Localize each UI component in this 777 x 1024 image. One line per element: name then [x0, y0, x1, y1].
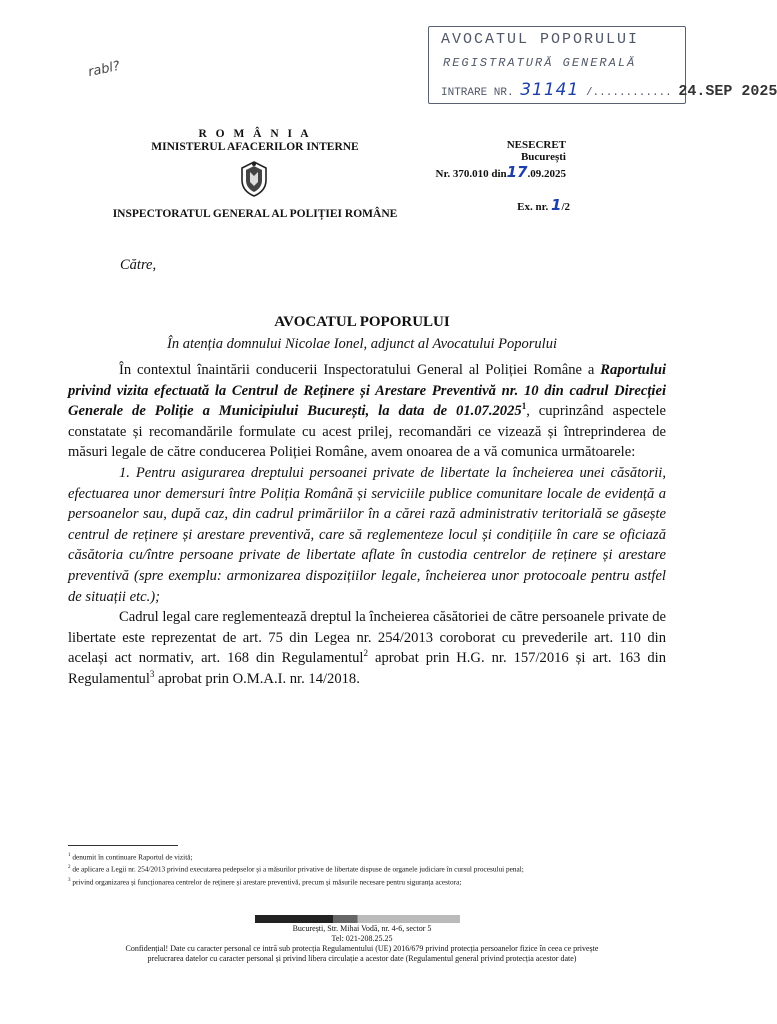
- footnote: [68, 850, 688, 862]
- footnote-text: denumit în continuare Raportul de vizită;: [70, 852, 193, 862]
- registration-number: [390, 163, 566, 181]
- intro-text: În contextul înaintării conducerii Inspectoratului General al Poliției Române a: [119, 362, 601, 378]
- stamp-dots: /............: [585, 87, 672, 99]
- footnote-ref: 2: [363, 648, 368, 659]
- stamp-entry-label: INTRARE NR.: [441, 87, 514, 99]
- coat-of-arms-icon: [236, 160, 272, 198]
- copy-total: /2: [561, 201, 570, 213]
- ministry-name: MINISTERUL AFACERILOR INTERNE: [151, 141, 359, 153]
- copy-prefix: Ex. nr.: [517, 201, 549, 213]
- footnotes: [68, 850, 688, 887]
- footnote-ref: 1: [521, 401, 527, 412]
- copy-num: 1: [551, 196, 562, 214]
- recipient-name: AVOCATUL POPORULUI: [274, 314, 450, 330]
- stamp-entry-number: 31141: [520, 80, 580, 100]
- footnote-text: privind organizarea și funcționarea centrelor de reținere și arestare preventivă, precum și măsurile necesare pentru siguranța acestora;: [70, 877, 462, 887]
- footer-bar: [255, 915, 460, 923]
- footer-confidential: Confidențial! Date cu caracter personal ce intră sub protecția Regulamentului (UE) 2016/679 privind protecția persoanelor fizice în ceea ce privește: [125, 944, 599, 953]
- legal-text: Cadrul legal care reglementează dreptul la încheierea căsătoriei de către persoanele private de libertate este reprezentat de art. 75 din Legea nr. 254/2013 coroborat cu prevederile art. 110 din același act normativ, art. 168 din Regulamentul: [68, 609, 666, 667]
- handwritten-note: rabl?: [86, 58, 122, 81]
- legal-text-cont: aprobat prin H.G. nr. 157/2016 și art. 163 din Regulamentul: [68, 650, 666, 687]
- footnote: [68, 862, 688, 874]
- footnote: [68, 875, 688, 887]
- footer-phone: Tel: 021-208.25.25: [331, 934, 393, 943]
- registration-suffix: .09.2025: [527, 168, 566, 180]
- footnote-divider: [68, 845, 178, 846]
- stamp-institution: AVOCATUL POPORULUI: [441, 31, 640, 48]
- report-title: Raportului privind vizita efectuată la Centrul de Reținere și Arestare Preventivă nr. 10 din cadrul Direcției Generale de Poliție a Municipiului București, la data de 01.07.2025: [68, 362, 666, 420]
- registration-stamp: [428, 26, 777, 104]
- intro-text-cont: , cuprinzând aspectele constatate și recomandările formulate cu acest prilej, recomandări ce vizează și întreprinderea de măsuri legale de către conducerea Poliției Române, avem onoarea de a vă comunica următoarele:: [68, 403, 667, 461]
- classification: NESECRET: [506, 139, 566, 151]
- stamp-entry-date: 24.SEP 2025: [678, 83, 777, 100]
- country-name: R O M Â N I A: [198, 128, 312, 140]
- legal-text-end: aprobat prin O.M.A.I. nr. 14/2018.: [154, 670, 360, 687]
- paragraph-intro: [68, 360, 666, 463]
- footnote-number: 3: [68, 877, 71, 883]
- paragraph-legal-framework: [68, 607, 666, 689]
- salutation: Către,: [120, 257, 157, 273]
- copy-number: [470, 196, 570, 214]
- stamp-entry-line: [441, 80, 777, 100]
- registration-prefix: Nr. 370.010 din: [435, 168, 507, 180]
- footnote-number: 2: [68, 865, 71, 871]
- footnote-number: 1: [68, 853, 71, 858]
- paragraph-recommendation: 1. Pentru asigurarea dreptului persoanei private de libertate la încheierea unei căsătorii, efectuarea unor demersuri între Poliția Română și serviciile publice comunitare locale de evidență a persoanelor sau, după caz, din cadrul primăriilor în a cărei rază administrativ teritorială se găsește centrul de reținere și arestare preventivă, care să reglementeze locul și condițiile în care se oficiază căsătoria cu/între persoane private de libertate aflate în custodia centrelor de reținere și arestare preventivă (spre exemplu: armonizarea dispozițiilor legale, încheierea unor protocoale pentru astfel de situații etc.);: [68, 464, 666, 605]
- footer-confidential-cont: prelucrarea datelor cu caracter personal și privind libera circulație a acestor date (Regulamentul general privind protecția acestor date): [147, 954, 577, 963]
- footer-address: București, Str. Mihai Vodă, nr. 4-6, sector 5: [292, 924, 432, 933]
- attention-line: În atenția domnului Nicolae Ionel, adjunct al Avocatului Poporului: [167, 336, 557, 352]
- registration-day: 17: [506, 163, 528, 181]
- issue-city: București: [520, 151, 566, 163]
- letter-body: [68, 360, 666, 690]
- footnote-ref: 3: [149, 669, 155, 680]
- inspectorate-name: INSPECTORATUL GENERAL AL POLIȚIEI ROMÂNE: [112, 208, 398, 220]
- stamp-registry: REGISTRATURĂ GENERALĂ: [443, 56, 637, 70]
- footnote-text: de aplicare a Legii nr. 254/2013 privind executarea pedepselor și a măsurilor privative de libertate dispuse de organele judiciare în cursul procesului penal;: [70, 864, 524, 874]
- page-footer: [40, 924, 684, 964]
